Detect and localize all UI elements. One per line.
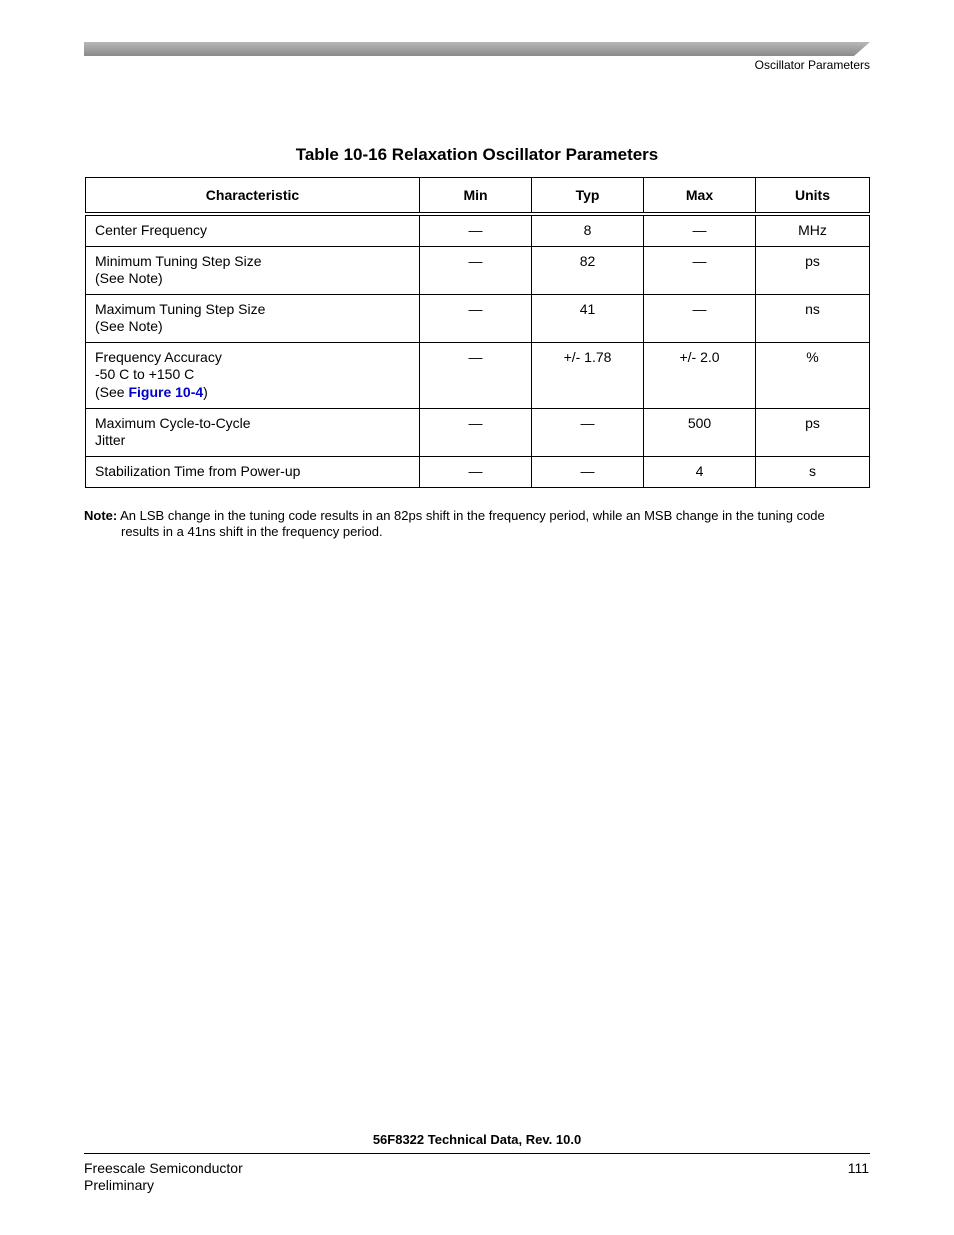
characteristic-cell [86, 294, 420, 342]
max-cell: — [644, 294, 756, 342]
characteristic-line: Minimum Tuning Step Size [95, 252, 262, 269]
parameters-table [85, 177, 870, 488]
units-cell: % [756, 342, 870, 408]
characteristic-line: Center Frequency [95, 222, 208, 238]
column-header-max: Max [644, 178, 756, 215]
characteristic-line: Maximum Tuning Step Size [95, 300, 266, 317]
units-cell: ps [756, 408, 870, 456]
company-name: Freescale Semiconductor [84, 1160, 243, 1176]
max-cell: — [644, 214, 756, 246]
typ-cell: 8 [532, 214, 644, 246]
characteristic-cell [86, 246, 420, 294]
note-text-line1: An LSB change in the tuning code results in an 82ps shift in the frequency period, while an MSB change in the tuning code [120, 508, 825, 523]
footer-left [84, 1160, 243, 1194]
note-label: Note: [84, 508, 118, 523]
min-cell: — [420, 214, 532, 246]
min-cell: — [420, 342, 532, 408]
max-cell: — [644, 246, 756, 294]
max-cell: 4 [644, 456, 756, 487]
column-header-characteristic: Characteristic [86, 178, 420, 215]
characteristic-line: Stabilization Time from Power-up [95, 462, 301, 479]
min-cell: — [420, 408, 532, 456]
table-row [86, 214, 870, 246]
table-title: Table 10-16 Relaxation Oscillator Parameters [295, 145, 659, 164]
column-header-units: Units [756, 178, 870, 215]
table-row [86, 408, 870, 456]
units-cell: MHz [756, 214, 870, 246]
typ-cell: 82 [532, 246, 644, 294]
min-cell: — [420, 246, 532, 294]
footer-divider [84, 1153, 870, 1154]
typ-cell: — [532, 408, 644, 456]
characteristic-cell [86, 342, 420, 408]
table-note [84, 508, 870, 540]
document-status: Preliminary [84, 1177, 155, 1193]
characteristic-cell [86, 456, 420, 487]
characteristic-cell [86, 408, 420, 456]
header-bar [84, 42, 870, 56]
table-row [86, 456, 870, 487]
units-cell: ns [756, 294, 870, 342]
characteristic-line: -50 C to +150 C [95, 366, 195, 382]
characteristic-line: Frequency Accuracy [95, 348, 222, 365]
characteristic-line: (See Note) [95, 270, 163, 286]
typ-cell: +/- 1.78 [532, 342, 644, 408]
table-header-row [86, 178, 870, 215]
units-cell: ps [756, 246, 870, 294]
typ-cell: 41 [532, 294, 644, 342]
min-cell: — [420, 456, 532, 487]
note-text-line2: results in a 41ns shift in the frequency period. [121, 524, 383, 539]
table-row [86, 294, 870, 342]
page-number: 111 [847, 1160, 869, 1176]
see-suffix: ) [203, 383, 208, 400]
characteristic-line: Maximum Cycle-to-Cycle [95, 414, 251, 431]
table-row [86, 246, 870, 294]
table-row [86, 342, 870, 408]
characteristic-line: (See Note) [95, 318, 163, 334]
figure-link[interactable]: Figure 10-4 [128, 383, 204, 400]
column-header-min: Min [420, 178, 532, 215]
typ-cell: — [532, 456, 644, 487]
characteristic-cell [86, 214, 420, 246]
section-title: Oscillator Parameters [754, 58, 870, 72]
max-cell: 500 [644, 408, 756, 456]
min-cell: — [420, 294, 532, 342]
see-prefix: (See [95, 383, 129, 400]
units-cell: s [756, 456, 870, 487]
max-cell: +/- 2.0 [644, 342, 756, 408]
document-title: 56F8322 Technical Data, Rev. 10.0 [372, 1132, 582, 1147]
column-header-typ: Typ [532, 178, 644, 215]
characteristic-line: Jitter [95, 432, 126, 448]
